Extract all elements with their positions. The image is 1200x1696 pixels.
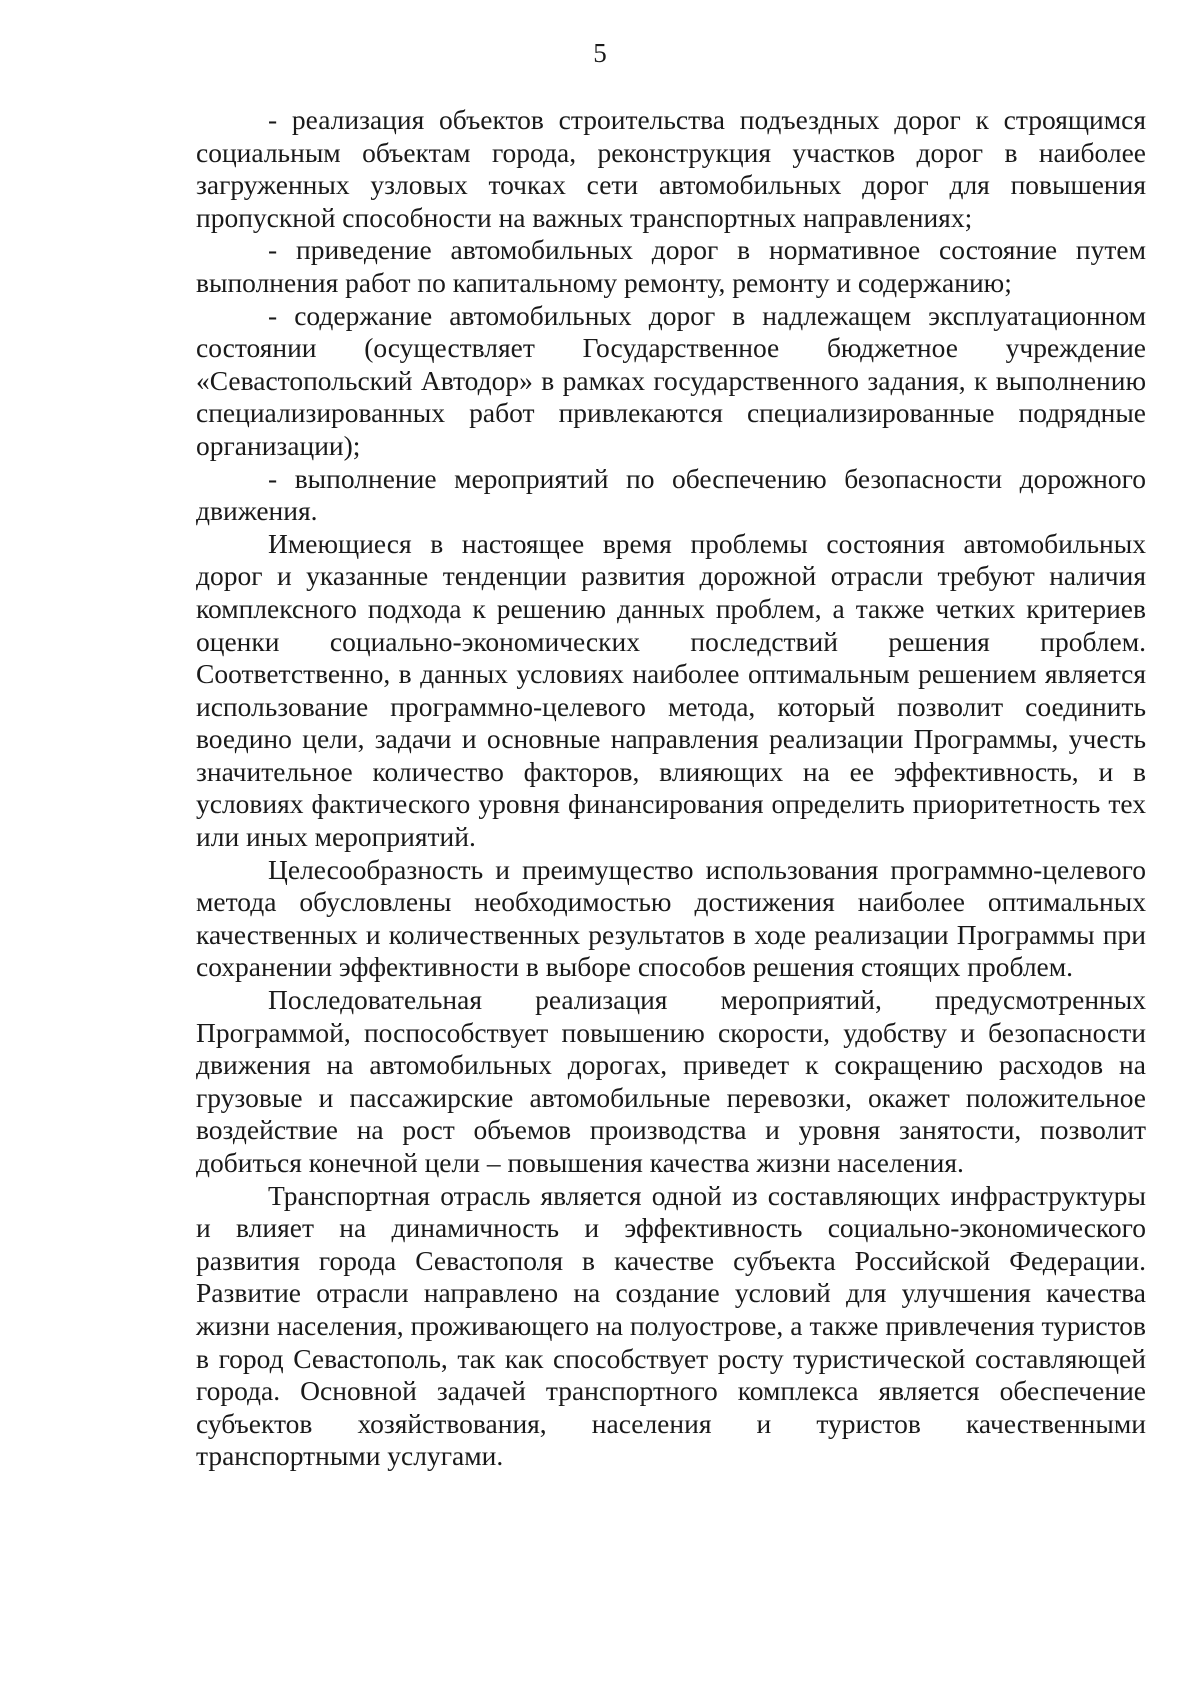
paragraph-program-effects: Последовательная реализация мероприятий, предусмотренных Программой, поспособствует повышению скорости, удобству и безопасности движения на автомобильных дорогах, приведет к сокращению расходов на грузовые и пассажирские автомобильные перевозки, окажет положительное воздействие на рост объемов производства и уровня занятости, позволит добиться конечной цели – повышения качества жизни населения. — [196, 984, 1146, 1178]
paragraph-normative-state: - приведение автомобильных дорог в нормативное состояние путем выполнения работ по капитальному ремонту, ремонту и содержанию; — [196, 234, 1146, 298]
page-number: 5 — [593, 38, 607, 68]
document-body — [196, 104, 1146, 1473]
paragraph-transport-industry: Транспортная отрасль является одной из составляющих инфраструктуры и влияет на динамичность и эффективность социально-экономического развития города Севастополя в качестве субъекта Российской Федерации. Развитие отрасли направлено на создание условий для улучшения качества жизни населения, проживающего на полуострове, а также привлечения туристов в город Севастополь, так как способствует росту туристической составляющей города. Основной задачей транспортного комплекса является обеспечение субъектов хозяйствования, населения и туристов качественными транспортными услугами. — [196, 1179, 1146, 1472]
paragraph-road-maintenance: - содержание автомобильных дорог в надлежащем эксплуатационном состоянии (осуществляет Государственное бюджетное учреждение «Севастопольский Автодор» в рамках государственного задания, к выполнению специализированных работ привлекаются специализированные подрядные организации); — [196, 299, 1146, 461]
paragraph-current-problems: Имеющиеся в настоящее время проблемы состояния автомобильных дорог и указанные тенденции развития дорожной отрасли требуют наличия комплексного подхода к решению данных проблем, а также четких критериев оценки социально-экономических последствий решения проблем. Соответственно, в данных условиях наиболее оптимальным решением является использование программно-целевого метода, который позволит соединить воедино цели, задачи и основные направления реализации Программы, учесть значительное количество факторов, влияющих на ее эффективность, и в условиях фактического уровня финансирования определить приоритетность тех или иных мероприятий. — [196, 527, 1146, 853]
paragraph-program-method: Целесообразность и преимущество использования программно-целевого метода обусловлены необходимостью достижения наиболее оптимальных качественных и количественных результатов в ходе реализации Программы при сохранении эффективности в выборе способов решения стоящих проблем. — [196, 853, 1146, 983]
paragraph-road-construction: - реализация объектов строительства подъездных дорог к строящимся социальным объектам города, реконструкция участков дорог в наиболее загруженных узловых точках сети автомобильных дорог для повышения пропускной способности на важных транспортных направлениях; — [196, 104, 1146, 233]
paragraph-road-safety: - выполнение мероприятий по обеспечению безопасности дорожного движения. — [196, 462, 1146, 527]
